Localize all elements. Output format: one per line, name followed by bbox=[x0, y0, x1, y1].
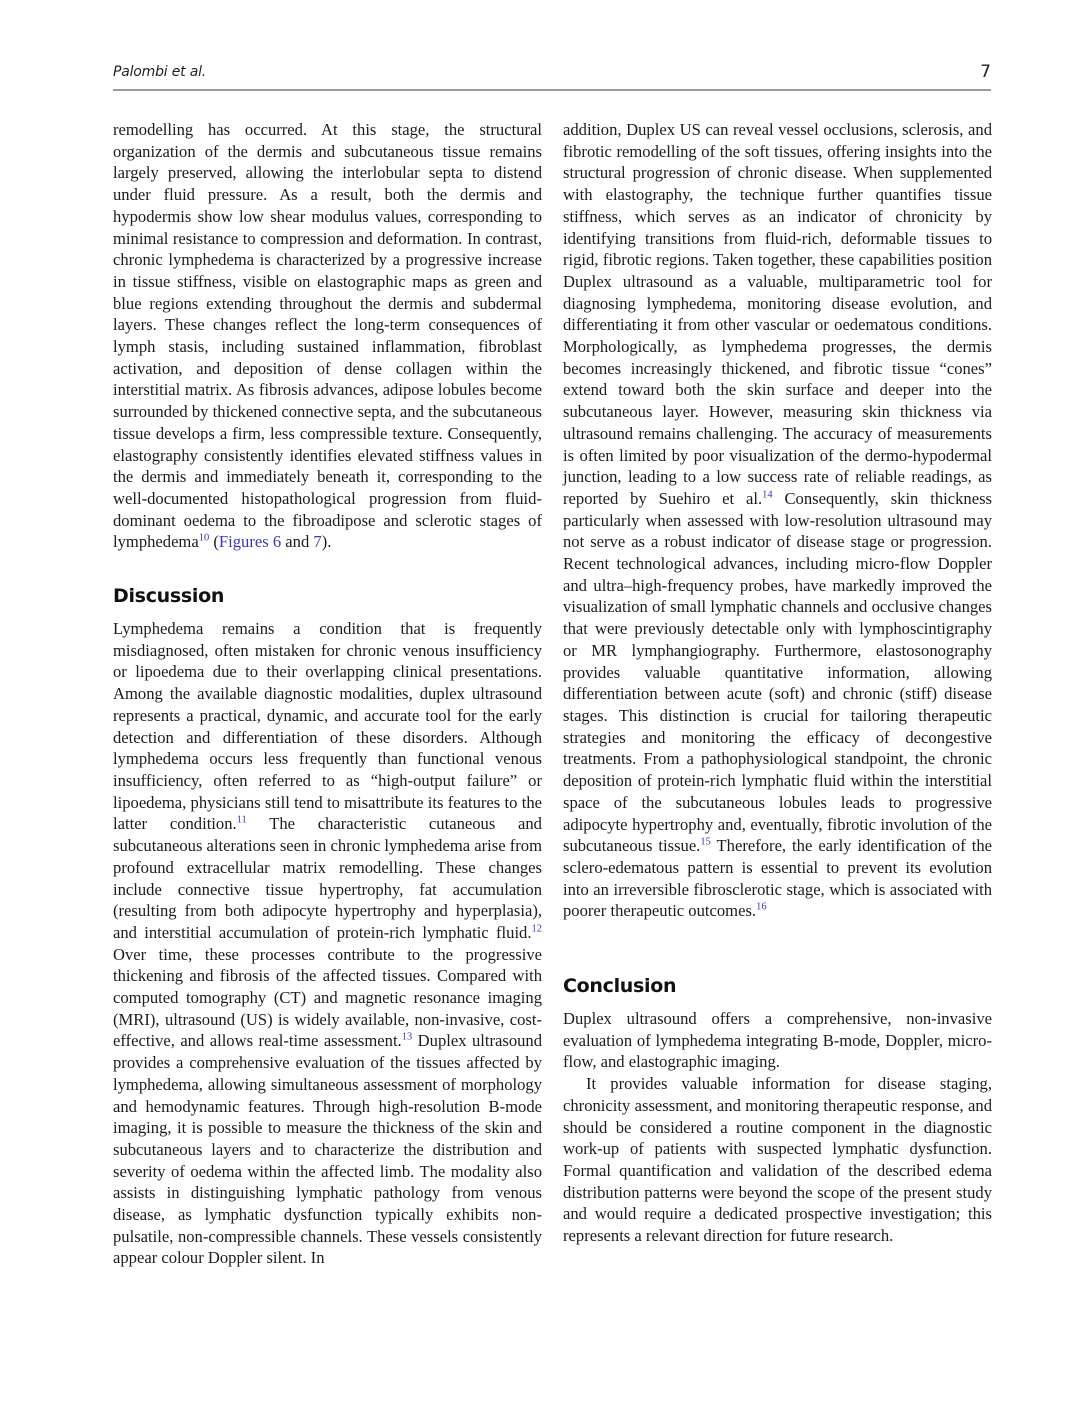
page-number: 7 bbox=[980, 62, 991, 82]
discussion-paragraph-continued: addition, Duplex US can reveal vessel occlusions, sclerosis, and fibrotic remodelling of the soft tissues, offering insights into the structural progression of chronic disease. When supplemented with elastography, the technique further quantifies tissue stiffness, which serves as an indicator of chronicity by identifying transitions from fluid-rich, deformable tissues to rigid, fibrotic regions. Taken together, these capabilities position Duplex ultrasound as a valuable, multiparametric tool for diagnosing lymphedema, monitoring disease evolution, and differentiating it from other vascular or oedematous conditions. Morphologically, as lymphedema progresses, the dermis becomes increasingly thickened, and fibrotic tissue “cones” extend toward both the skin surface and deeper into the subcutaneous layer. However, measuring skin thickness via ultrasound remains challenging. The accuracy of measurements is often limited by poor visualization of the dermo-hypodermal junction, leading to a low success rate of reliable readings, as reported by Suehiro et al.$^{14}$ Consequently, skin thickness particularly when assessed with low-resolution ultrasound may not serve as a robust indicator of disease stage or progression. Recent technological advances, including micro-flow Doppler and ultra–high-frequency probes, have markedly improved the visualization of small lymphatic channels and occlusive changes that were previously detectable only with lymphoscintigraphy or MR lymphangiography. Furthermore, elastosonography provides valuable quantitative information, allowing differentiation between acute (soft) and chronic (stiff) disease stages. This distinction is crucial for tailoring therapeutic strategies and monitoring the efficacy of decongestive treatments. From a pathophysiological standpoint, the chronic deposition of protein-rich lymphatic fluid within the interstitial space of the subcutaneous lobules leads to progressive adipocyte hypertrophy and, eventually, fibrotic involution of the subcutaneous tissue.$^{15}$ Therefore, the early identification of the sclero-edematous pattern is essential to prevent its evolution into an irreversible fibrosclerotic stage, which is associated with poorer therapeutic outcomes.$^{16}$ bbox=[563, 120, 992, 921]
figure-6-link[interactable]: Figures 6 bbox=[218, 532, 282, 552]
results-paragraph-continued: remodelling has occurred. At this stage, the structural organization of the dermis and subcutaneous tissue remains largely preserved, allowing the interlobular septa to distend under fluid pressure. As a result, both the dermis and hypodermis show low shear modulus values, corresponding to minimal resistance to compression and deformation. In contrast, chronic lymphedema is characterized by a progressive increase in tissue stiffness, visible on elastographic maps as green and blue regions extending throughout the dermis and subdermal layers. These changes reflect the long-term consequences of lymph stasis, including sustained inflammation, fibroblast activation, and deposition of dense collagen within the interstitial matrix. As fibrosis advances, adipose lobules become surrounded by thickened connective septa, and the subcutaneous tissue develops a firm, less compressible texture. Consequently, elastography consistently identifies elevated stiffness values in the dermis and immediately beneath it, corresponding to the well-documented histopathological progression from fluid-dominant oedema to the fibroadipose and sclerotic stages of lymphedema$^{10}$ (Figures 6 and 7). bbox=[113, 120, 542, 552]
citation-ref-12[interactable]: 12 bbox=[531, 923, 542, 935]
figure-7-link[interactable]: 7 bbox=[313, 532, 322, 552]
citation-ref-16[interactable]: 16 bbox=[756, 901, 767, 913]
right-column bbox=[563, 119, 992, 1247]
citation-ref-15[interactable]: 15 bbox=[700, 836, 711, 848]
citation-ref-10[interactable]: 10 bbox=[198, 532, 210, 544]
header-rule bbox=[113, 89, 991, 91]
citation-ref-11[interactable]: 11 bbox=[236, 814, 247, 826]
conclusion-paragraph-2: It provides valuable information for disease staging, chronicity assessment, and monitoring therapeutic response, and should be considered a routine component in the diagnostic work-up of patients with suspected lymphatic dysfunction. Formal quantification and validation of the described edema distribution patterns were beyond the scope of the present study and would require a dedicated prospective investigation; this represents a relevant direction for future research. bbox=[563, 1074, 992, 1246]
page-header bbox=[113, 62, 991, 88]
citation-ref-13[interactable]: 13 bbox=[401, 1031, 413, 1043]
left-column bbox=[113, 119, 542, 1269]
conclusion-heading: Conclusion bbox=[563, 975, 677, 998]
conclusion-paragraph-1: Duplex ultrasound offers a comprehensive, non-invasive evaluation of lymphedema integrating B-mode, Doppler, micro-flow, and elastographic imaging. bbox=[563, 1009, 992, 1072]
running-head: Palombi et al. bbox=[113, 64, 207, 80]
discussion-paragraph: Lymphedema remains a condition that is frequently misdiagnosed, often mistaken for chronic venous insufficiency or lipoedema due to their overlapping clinical presentations. Among the available diagnostic modalities, duplex ultrasound represents a practical, dynamic, and accurate tool for the early detection and differentiation of these disorders. Although lymphedema occurs less frequently than functional venous insufficiency, often referred to as “high-output failure” or lipoedema, physicians still tend to misattribute its features to the latter condition.$^{11}$ The characteristic cutaneous and subcutaneous alterations seen in chronic lymphedema arise from profound extracellular matrix remodelling. These changes include connective tissue hypertrophy, fat accumulation (resulting from both adipocyte hypertrophy and hyperplasia), and interstitial accumulation of protein-rich lymphatic fluid.$^{12}$ Over time, these processes contribute to the progressive thickening and fibrosis of the affected tissues. Compared with computed tomography (CT) and magnetic resonance imaging (MRI), ultrasound (US) is widely available, non-invasive, cost-effective, and allows real-time assessment.$^{13}$ Duplex ultrasound provides a comprehensive evaluation of the tissues affected by lymphedema, allowing simultaneous assessment of morphology and hemodynamic features. Through high-resolution B-mode imaging, it is possible to measure the thickness of the skin and subcutaneous layers and to characterize the distribution and severity of oedema within the affected limb. The modality also assists in distinguishing lymphatic pathology from venous disease, as lymphatic dysfunction typically exhibits non-pulsatile, non-compressible channels. These vessels consistently appear colour Doppler silent. In bbox=[113, 619, 543, 1268]
discussion-heading: Discussion bbox=[113, 585, 225, 608]
citation-ref-14[interactable]: 14 bbox=[762, 489, 773, 501]
